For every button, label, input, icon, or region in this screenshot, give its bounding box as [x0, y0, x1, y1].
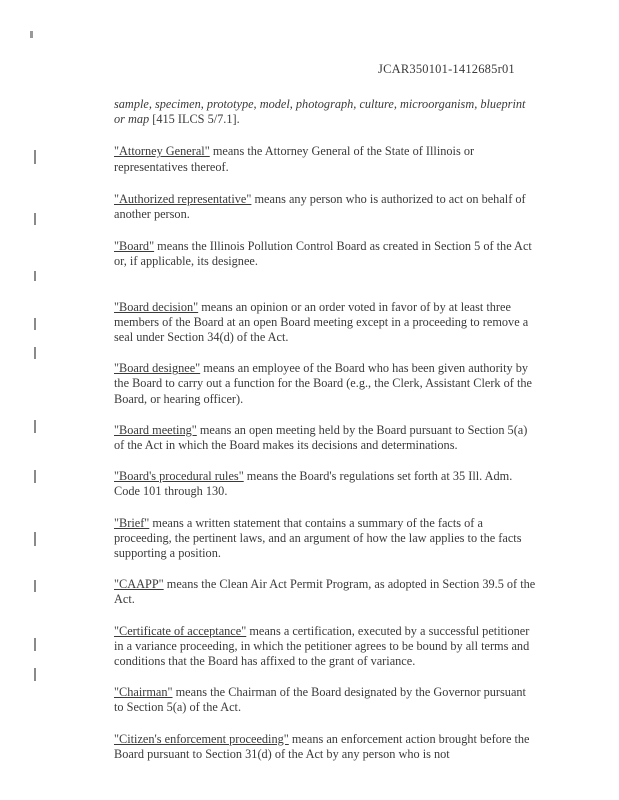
definition-paragraph — [114, 361, 538, 407]
definition-term: "Certificate of acceptance" — [114, 623, 247, 638]
revision-bar — [34, 638, 36, 651]
italic-lead: sample, specimen, prototype, model, photograph, culture, microorganism, blueprint or map — [114, 97, 526, 127]
definition-term: "Board meeting" — [114, 422, 197, 437]
definition-paragraph — [114, 469, 538, 499]
definition-text: means any person who is authorized to act on behalf of another person. — [114, 191, 526, 222]
definition-text: means the Clean Air Act Permit Program, as adopted in Section 39.5 of the Act. — [114, 577, 536, 607]
definition-text: [415 ILCS 5/7.1]. — [149, 112, 240, 127]
definition-paragraph — [114, 423, 538, 453]
definition-paragraph — [114, 97, 538, 127]
definition-paragraph — [114, 577, 538, 607]
definition-term: "Citizen's enforcement proceeding" — [114, 731, 289, 746]
definition-text: means an opinion or an order voted in favor of by at least three members of the Board at an open Board meeting except in a proceeding to remove a seal under Section 34(d) of the Act. — [114, 299, 529, 345]
definition-paragraph — [114, 685, 538, 715]
definition-paragraph — [114, 239, 538, 269]
definition-text: means an employee of the Board who has been given authority by the Board to carry out a function for the Board (e.g., the Clerk, Assistant Clerk of the Board, or hearing officer). — [114, 361, 532, 406]
definition-paragraph — [114, 300, 538, 346]
definition-term: "Attorney General" — [114, 144, 210, 159]
definition-paragraph — [114, 192, 538, 222]
revision-bar — [34, 532, 36, 546]
definition-paragraph — [114, 624, 538, 670]
document-id: JCAR350101-1412685r01 — [378, 62, 515, 76]
revision-bar — [34, 318, 36, 330]
definitions-body — [114, 97, 538, 762]
revision-bar — [34, 150, 36, 164]
definition-term: "Brief" — [114, 515, 150, 530]
definition-text: means an enforcement action brought before the Board pursuant to Section 31(d) of the Act by any person who is not — [114, 731, 530, 761]
definition-paragraph — [114, 732, 538, 762]
definition-term: "Board decision" — [114, 299, 199, 314]
definition-text: means the Chairman of the Board designated by the Governor pursuant to Section 5(a) of the Act. — [114, 685, 526, 715]
definition-term: "Board" — [114, 239, 155, 254]
definition-paragraph — [114, 144, 538, 174]
definition-term: "CAAPP" — [114, 577, 164, 592]
revision-bar — [34, 668, 36, 681]
definition-text: means an open meeting held by the Board pursuant to Section 5(a) of the Act in which the Board makes its decisions and determinations. — [114, 422, 528, 453]
definition-text: means a certification, executed by a successful petitioner in a variance proceeding, in which the petitioner agrees to be bound by all terms and conditions that the Board has affixed to the grant of variance. — [114, 623, 530, 669]
revision-bar — [34, 470, 36, 483]
revision-bar — [34, 271, 36, 281]
definition-term: "Board designee" — [114, 361, 201, 376]
definition-term: "Authorized representative" — [114, 191, 252, 206]
definition-term: "Board's procedural rules" — [114, 469, 244, 484]
revision-bar — [34, 420, 36, 433]
scan-speck — [30, 31, 33, 38]
revision-bar — [34, 347, 36, 359]
definition-text: means a written statement that contains a summary of the facts of a proceeding, the pertinent laws, and an argument of how the law applies to the facts supporting a position. — [114, 515, 522, 561]
revision-bar — [34, 580, 36, 592]
definition-text: means the Attorney General of the State of Illinois or representatives thereof. — [114, 144, 475, 174]
definition-paragraph — [114, 516, 538, 562]
revision-bar — [34, 213, 36, 225]
definition-text: means the Illinois Pollution Control Board as created in Section 5 of the Act or, if applicable, its designee. — [114, 239, 532, 269]
definition-text: means the Board's regulations set forth at 35 Ill. Adm. Code 101 through 130. — [114, 469, 513, 499]
definition-term: "Chairman" — [114, 685, 173, 700]
